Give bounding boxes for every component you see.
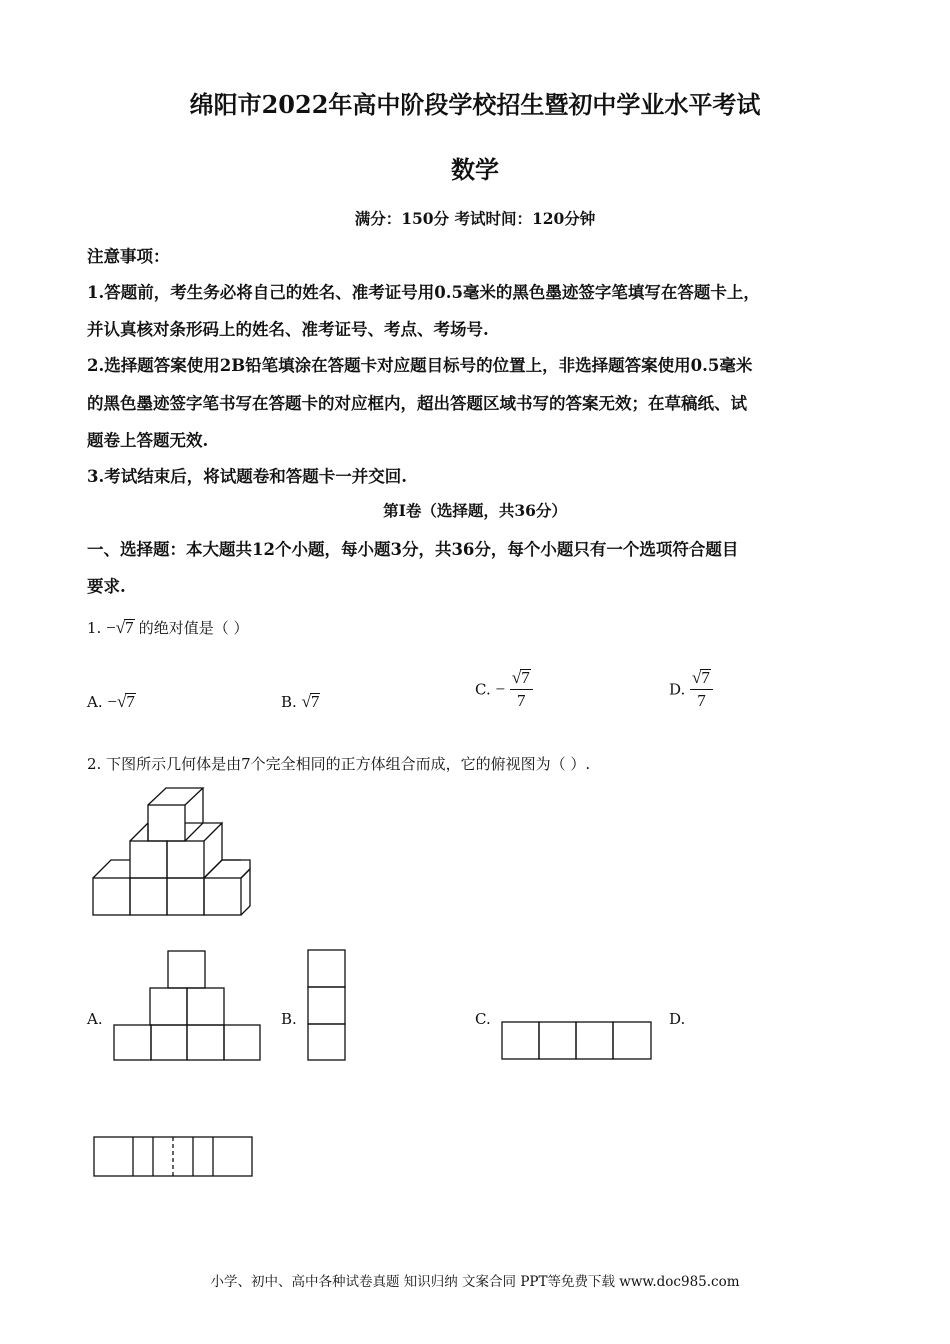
note-2-line-1: 2.选择题答案使用2B铅笔填涂在答题卡对应题目标号的位置上，非选择题答案使用0.5毫米 [87,356,753,375]
question-number: 1. [87,619,102,637]
exam-info: 满分：150分 考试时间：120分钟 [354,209,596,228]
notes-heading: 注意事项： [87,247,170,266]
note-2-line-3: 题卷上答题无效. [87,431,209,450]
note-3: 3.考试结束后，将试题卷和答题卡一并交回. [87,467,407,486]
note-1-line-2: 并认真核对条形码上的姓名、准考证号、考点、考场号. [87,320,489,339]
sqrt-symbol: √7 [301,692,320,711]
q2-option-b-label[interactable]: B. [281,1010,297,1028]
note-1-line-1: 1.答题前，考生务必将自己的姓名、准考证号用0.5毫米的黑色墨迹签字笔填写在答题卡上， [87,283,760,302]
question-2-stem: 2. 下图所示几何体是由7个完全相同的正方体组合而成，它的俯视图为（ ）. [87,755,591,773]
sqrt-symbol: √7 [692,668,710,687]
denominator: 7 [517,691,526,710]
exam-title: 绵阳市2022年高中阶段学校招生暨初中学业水平考试 [189,90,761,119]
q2-option-c-label[interactable]: C. [475,1010,491,1028]
question-1-expression [106,618,139,637]
cube-solid-figure [88,785,258,920]
minus-sign: − [106,618,116,637]
section-instruction-line-1: 一、选择题：本大题共12个小题，每小题3分，共36分，每个小题只有一个选项符合题目 [87,540,739,559]
option-label: D. [669,680,686,699]
fraction [510,668,533,711]
q2-option-a-label[interactable]: A. [87,1010,103,1028]
q1-option-c[interactable] [475,668,533,711]
q2-option-b-figure[interactable] [306,948,348,1062]
radicand: 7 [521,668,530,687]
radicand: 7 [125,618,134,637]
section-instruction-line-2: 要求. [87,577,126,596]
q1-option-a[interactable] [87,692,136,712]
note-2-line-2: 的黑色墨迹签字笔书写在答题卡的对应框内，超出答题区域书写的答案无效；在草稿纸、试 [87,394,747,413]
page-footer: 小学、初中、高中各种试卷真题 知识归纳 文案合同 PPT等免费下载 www.doc985.com [210,1274,740,1290]
denominator: 7 [697,691,706,710]
q2-option-d-figure[interactable] [92,1135,255,1179]
q1-option-b[interactable] [281,692,320,712]
option-label: C. [475,680,491,699]
minus-sign: − [107,692,117,711]
sqrt-symbol: √7 [116,692,135,711]
part-title: 第Ⅰ卷（选择题，共36分） [383,501,567,520]
q2-option-c-figure[interactable] [500,1020,655,1062]
option-label: B. [281,693,297,711]
q2-option-a-figure[interactable] [112,949,262,1062]
question-1-stem: 的绝对值是（ ） [138,619,249,637]
minus-sign: − [495,679,506,699]
question-1 [87,617,249,638]
radicand: 7 [310,692,320,711]
fraction [690,668,713,711]
q2-option-d-label[interactable]: D. [669,1010,686,1028]
sqrt-symbol: √7 [511,668,530,687]
q1-option-d[interactable] [669,668,713,711]
option-label: A. [87,693,103,711]
subject-title: 数学 [451,155,499,184]
radicand: 7 [126,692,135,711]
radicand: 7 [701,668,710,687]
sqrt-symbol: √7 [115,618,134,637]
